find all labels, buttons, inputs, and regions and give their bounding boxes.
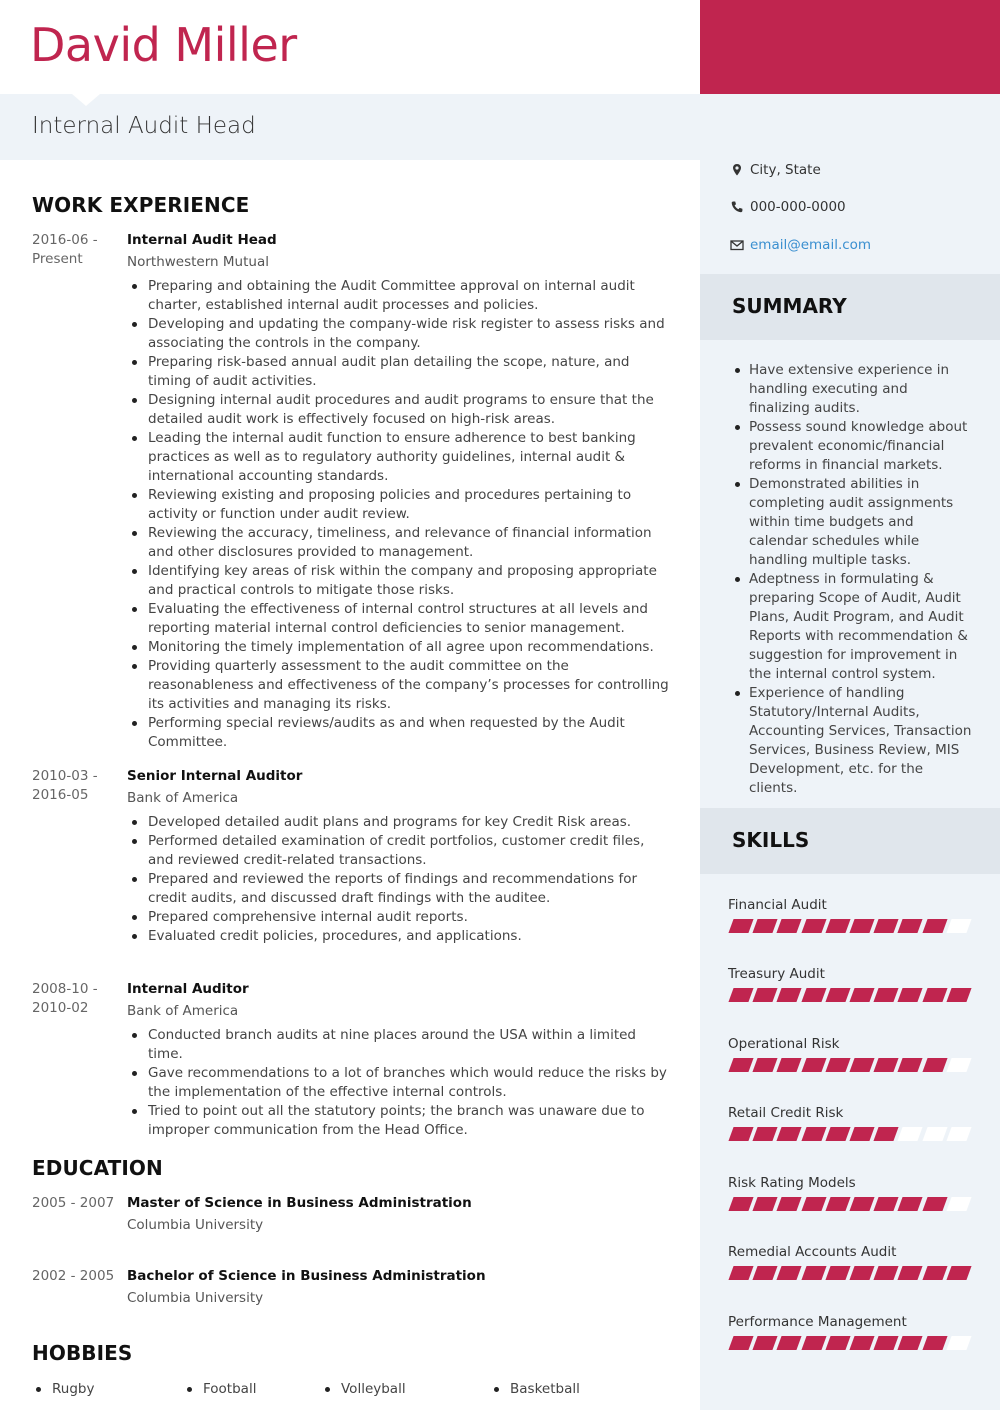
job-title: Internal Audit Head [32, 113, 256, 139]
skill-segment-filled [922, 1336, 947, 1350]
hobbies-list [32, 1380, 672, 1400]
skill-segment-filled [801, 1266, 826, 1280]
job-company: Bank of America [127, 790, 239, 806]
skill-segment-filled [922, 919, 947, 933]
job-bullet: Reviewing existing and proposing policies and procedures pertaining to activity or function under audit review. [127, 486, 672, 524]
job-dates [32, 980, 122, 1018]
job-date-start: 2016-06 - [32, 232, 98, 248]
skill-segment-filled [825, 919, 850, 933]
skill-segment-filled [874, 1058, 899, 1072]
skill-segment-filled [874, 1336, 899, 1350]
skill-segment-filled [753, 919, 778, 933]
skill-segment-filled [898, 1058, 923, 1072]
contact-location [730, 161, 821, 180]
skill-segment-filled [922, 1266, 947, 1280]
skill-segment-filled [801, 988, 826, 1002]
skill-segment-filled [777, 1058, 802, 1072]
skill-item [728, 1243, 972, 1280]
job-date-end: 2010-02 [32, 1000, 89, 1016]
job-bullet: Developed detailed audit plans and programs for key Credit Risk areas. [127, 813, 672, 832]
skill-segment-filled [753, 988, 778, 1002]
skill-segment-filled [728, 1197, 753, 1211]
skill-segment-filled [946, 988, 971, 1002]
hobbies-heading: HOBBIES [32, 1341, 133, 1365]
envelope-icon [730, 238, 744, 252]
summary-item: Experience of handling Statutory/Internal Audits, Accounting Services, Transaction Services, Business Review, MIS Development, etc. for the clients. [732, 684, 972, 798]
phone-text: 000-000-0000 [750, 199, 846, 215]
skill-segment-filled [801, 1336, 826, 1350]
job-bullet: Performed detailed examination of credit portfolios, customer credit files, and reviewed credit-related transactions. [127, 832, 672, 870]
job-date-end: Present [32, 251, 83, 267]
job-bullet: Evaluated credit policies, procedures, and applications. [127, 927, 672, 946]
job-date-end: 2016-05 [32, 787, 89, 803]
skill-segment-filled [825, 1336, 850, 1350]
job-bullet: Preparing and obtaining the Audit Committee approval on internal audit charter, established internal audit processes and policies. [127, 277, 672, 315]
skill-segment-filled [849, 919, 874, 933]
skill-segment-empty [898, 1127, 923, 1141]
skill-segment-filled [898, 988, 923, 1002]
skill-segment-filled [825, 1127, 850, 1141]
job-bullets [127, 1026, 672, 1140]
job-date-start: 2008-10 - [32, 981, 98, 997]
job-bullet: Identifying key areas of risk within the company and proposing appropriate and practical controls to mitigate those risks. [127, 562, 672, 600]
hobby-item: Basketball [490, 1380, 580, 1399]
skill-segment-filled [777, 919, 802, 933]
summary-heading-band [700, 274, 1000, 340]
skill-segment-filled [898, 919, 923, 933]
skill-segment-filled [801, 919, 826, 933]
job-dates [32, 231, 122, 269]
skill-segment-filled [777, 1266, 802, 1280]
phone-icon [730, 200, 744, 214]
skill-segment-filled [801, 1127, 826, 1141]
skill-segment-filled [898, 1266, 923, 1280]
skill-segment-filled [825, 988, 850, 1002]
skill-name: Remedial Accounts Audit [728, 1244, 897, 1260]
work-experience-heading: WORK EXPERIENCE [32, 193, 250, 217]
job-bullet: Prepared comprehensive internal audit reports. [127, 908, 672, 927]
skill-item [728, 896, 972, 933]
skill-segment-filled [801, 1197, 826, 1211]
skill-item [728, 1104, 972, 1141]
skill-segment-filled [849, 1197, 874, 1211]
education-degree: Bachelor of Science in Business Administration [127, 1268, 486, 1284]
skill-segment-filled [874, 1197, 899, 1211]
skill-segment-filled [777, 988, 802, 1002]
job-bullet: Performing special reviews/audits as and when requested by the Audit Committee. [127, 714, 672, 752]
summary-item: Have extensive experience in handling executing and finalizing audits. [732, 361, 972, 418]
job-bullet: Evaluating the effectiveness of internal control structures at all levels and reporting material internal control deficiencies to senior management. [127, 600, 672, 638]
skill-segment-filled [874, 988, 899, 1002]
job-bullet: Leading the internal audit function to ensure adherence to best banking practices as well as to regulatory authority guidelines, internal audit & international accounting standards. [127, 429, 672, 486]
job-bullet: Prepared and reviewed the reports of findings and recommendations for credit audits, and discussed draft findings with the auditee. [127, 870, 672, 908]
skill-name: Retail Credit Risk [728, 1105, 844, 1121]
skill-segment-filled [777, 1127, 802, 1141]
skill-segment-filled [728, 1336, 753, 1350]
job-bullet: Developing and updating the company-wide risk register to assess risks and associating the controls in the company. [127, 315, 672, 353]
contact-phone [730, 198, 846, 217]
hobby-item: Volleyball [321, 1380, 406, 1399]
skill-segment-filled [728, 919, 753, 933]
skill-segment-filled [728, 1266, 753, 1280]
skill-segment-filled [849, 988, 874, 1002]
skill-rating-bar [728, 919, 972, 933]
skill-segment-empty [946, 919, 971, 933]
skill-segment-filled [777, 1336, 802, 1350]
skill-segment-filled [946, 1266, 971, 1280]
skill-segment-filled [728, 1127, 753, 1141]
skill-segment-empty [946, 1127, 971, 1141]
title-notch [72, 94, 100, 106]
education-dates: 2002 - 2005 [32, 1268, 115, 1284]
skill-segment-filled [753, 1266, 778, 1280]
skill-segment-filled [922, 988, 947, 1002]
job-date-start: 2010-03 - [32, 768, 98, 784]
skill-rating-bar [728, 1336, 972, 1350]
skill-segment-filled [922, 1197, 947, 1211]
job-bullet: Conducted branch audits at nine places around the USA within a limited time. [127, 1026, 672, 1064]
job-bullet: Monitoring the timely implementation of all agree upon recommendations. [127, 638, 672, 657]
job-bullet: Tried to point out all the statutory points; the branch was unaware due to improper communication from the Head Office. [127, 1102, 672, 1140]
job-company: Northwestern Mutual [127, 254, 269, 270]
skill-rating-bar [728, 988, 972, 1002]
skill-segment-empty [922, 1127, 947, 1141]
location-text: City, State [750, 162, 821, 178]
sidebar [700, 0, 1000, 1410]
job-company: Bank of America [127, 1003, 239, 1019]
skill-segment-filled [874, 919, 899, 933]
job-bullet: Providing quarterly assessment to the audit committee on the reasonableness and effectiveness of the company’s processes for controlling its activities and managing its risks. [127, 657, 672, 714]
contact-email[interactable] [730, 236, 871, 255]
job-role: Internal Audit Head [127, 232, 277, 248]
skill-segment-filled [898, 1197, 923, 1211]
job-role: Internal Auditor [127, 981, 249, 997]
job-bullet: Gave recommendations to a lot of branches which would reduce the risks by the implementation of the effective internal controls. [127, 1064, 672, 1102]
skill-segment-filled [874, 1266, 899, 1280]
skill-segment-filled [777, 1197, 802, 1211]
skill-segment-filled [922, 1058, 947, 1072]
job-bullet: Reviewing the accuracy, timeliness, and relevance of financial information and other disclosures provided to management. [127, 524, 672, 562]
location-pin-icon [730, 163, 744, 177]
job-bullets [127, 277, 672, 752]
skill-segment-empty [946, 1336, 971, 1350]
skill-rating-bar [728, 1058, 972, 1072]
skill-name: Operational Risk [728, 1036, 840, 1052]
skill-segment-filled [753, 1197, 778, 1211]
job-bullet: Designing internal audit procedures and audit programs to ensure that the detailed audit work is effectively focused on high-risk areas. [127, 391, 672, 429]
skill-item [728, 1035, 972, 1072]
job-bullets [127, 813, 672, 946]
skill-segment-empty [946, 1197, 971, 1211]
summary-item: Adeptness in formulating & preparing Scope of Audit, Audit Plans, Audit Program, and Audit Reports with recommendation & suggestion for improvement in the internal control system. [732, 570, 972, 684]
skill-rating-bar [728, 1266, 972, 1280]
summary-list [732, 361, 972, 798]
skill-segment-filled [825, 1266, 850, 1280]
hobby-item: Rugby [32, 1380, 94, 1399]
skill-item [728, 1313, 972, 1350]
summary-item: Demonstrated abilities in completing audit assignments within time budgets and calendar schedules while handling multiple tasks. [732, 475, 972, 570]
skills-heading: SKILLS [732, 828, 810, 852]
education-school: Columbia University [127, 1217, 264, 1233]
skill-segment-filled [849, 1266, 874, 1280]
skill-segment-filled [728, 1058, 753, 1072]
skill-segment-filled [874, 1127, 899, 1141]
skill-name: Risk Rating Models [728, 1175, 856, 1191]
candidate-name: David Miller [30, 18, 297, 72]
education-school: Columbia University [127, 1290, 264, 1306]
skill-segment-empty [946, 1058, 971, 1072]
skill-name: Treasury Audit [728, 966, 825, 982]
accent-block [700, 0, 1000, 94]
education-dates: 2005 - 2007 [32, 1195, 115, 1211]
skill-segment-filled [753, 1127, 778, 1141]
education-degree: Master of Science in Business Administration [127, 1195, 472, 1211]
skill-segment-filled [825, 1058, 850, 1072]
job-bullet: Preparing risk-based annual audit plan detailing the scope, nature, and timing of audit activities. [127, 353, 672, 391]
email-link[interactable]: email@email.com [750, 237, 872, 253]
skill-name: Financial Audit [728, 897, 827, 913]
hobby-item: Football [183, 1380, 256, 1399]
skill-name: Performance Management [728, 1314, 907, 1330]
summary-heading: SUMMARY [732, 294, 847, 318]
job-role: Senior Internal Auditor [127, 768, 303, 784]
title-band [0, 94, 700, 160]
skill-rating-bar [728, 1197, 972, 1211]
job-dates [32, 767, 122, 805]
skill-segment-filled [801, 1058, 826, 1072]
skill-segment-filled [849, 1127, 874, 1141]
skill-item [728, 965, 972, 1002]
education-heading: EDUCATION [32, 1156, 163, 1180]
skill-segment-filled [849, 1058, 874, 1072]
skill-segment-filled [753, 1336, 778, 1350]
skill-rating-bar [728, 1127, 972, 1141]
skill-segment-filled [898, 1336, 923, 1350]
skill-segment-filled [728, 988, 753, 1002]
skill-item [728, 1174, 972, 1211]
skill-segment-filled [849, 1336, 874, 1350]
skill-segment-filled [825, 1197, 850, 1211]
summary-item: Possess sound knowledge about prevalent economic/financial reforms in financial markets. [732, 418, 972, 475]
skill-segment-filled [753, 1058, 778, 1072]
skills-heading-band [700, 808, 1000, 874]
